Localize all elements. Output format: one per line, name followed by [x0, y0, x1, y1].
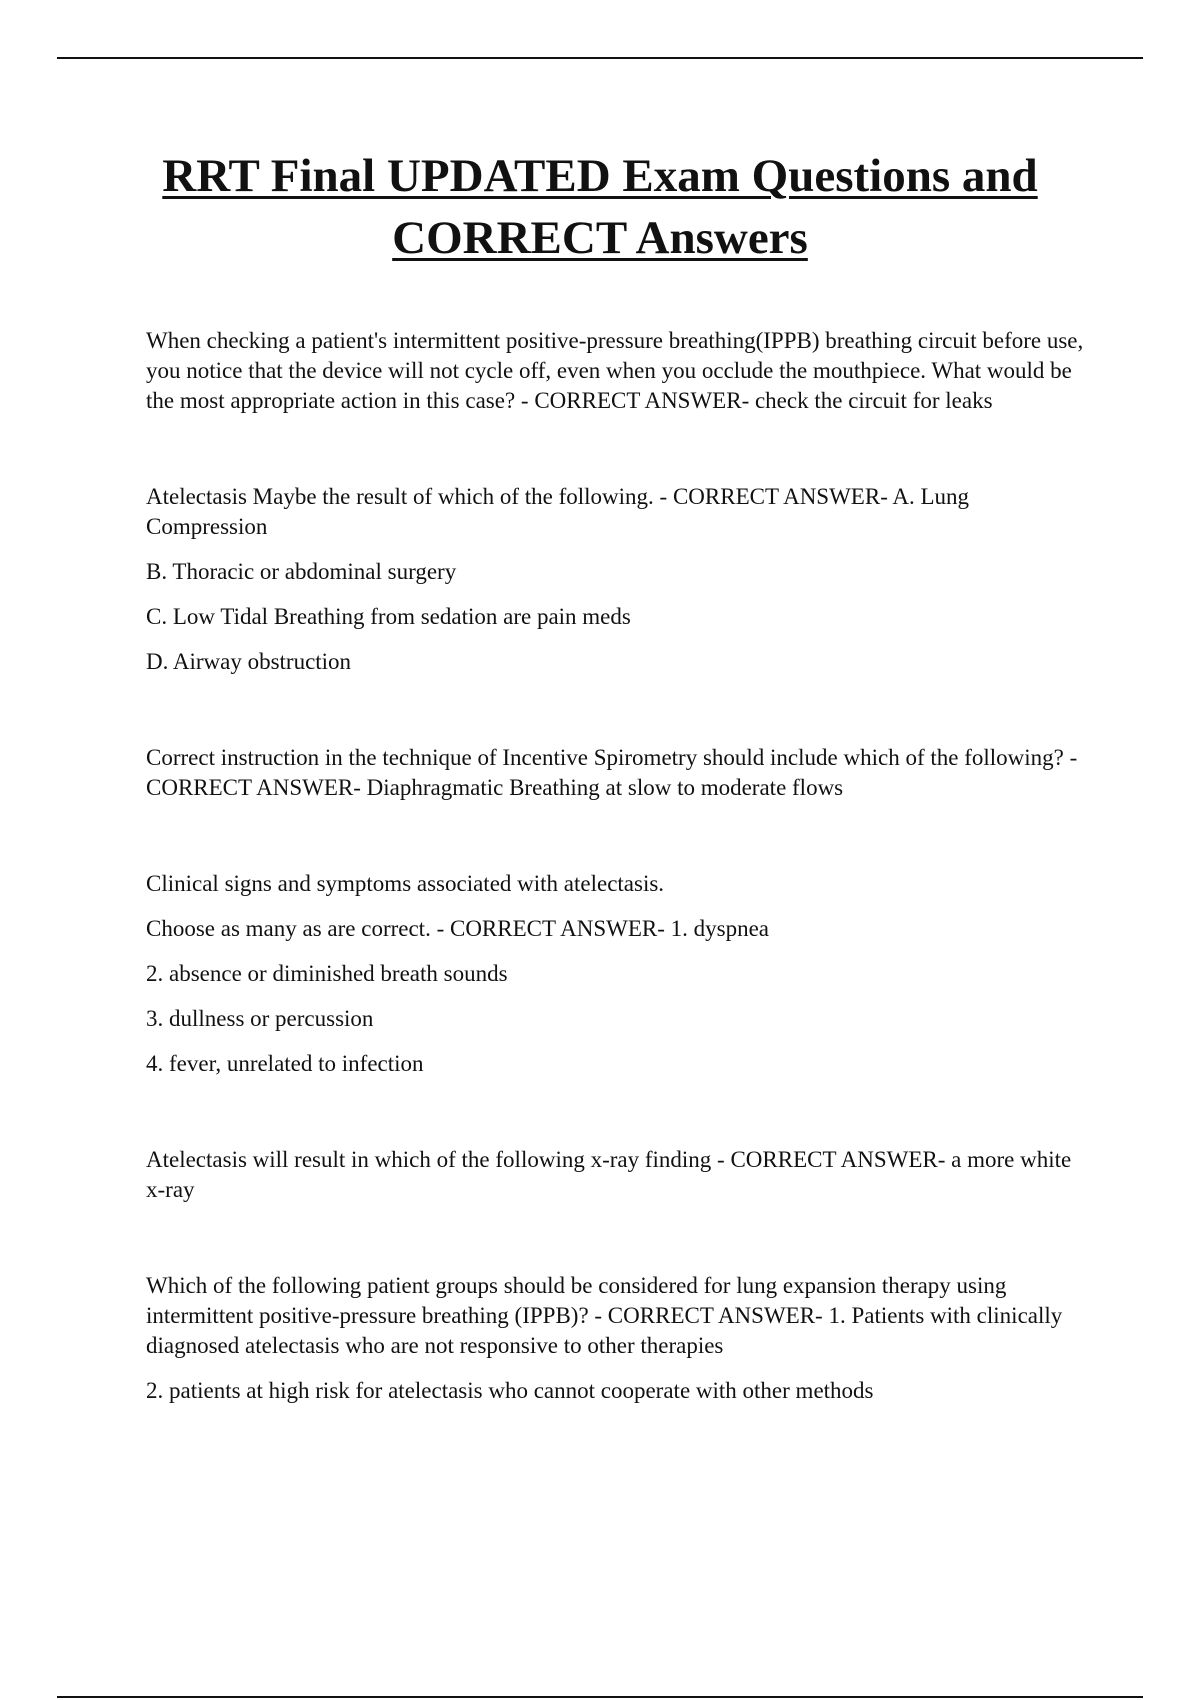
- title-line-2: CORRECT Answers: [392, 212, 808, 264]
- qa-paragraph: When checking a patient's intermittent positive-pressure breathing(IPPB) breathing circuit before use, you notice that the device will not cycle off, even when you occlude the mouthpiece. What would be the most appropriate action in this case? - CORRECT ANSWER- check the circuit for leaks: [146, 328, 1084, 413]
- qa-paragraph: Choose as many as are correct. - CORRECT ANSWER- 1. dyspnea: [146, 916, 770, 941]
- qa-paragraph: Correct instruction in the technique of Incentive Spirometry should include which of the following? - CORRECT ANSWER- Diaphragmatic Breathing at slow to moderate flows: [146, 745, 1078, 800]
- top-rule: [57, 57, 1143, 59]
- qa-paragraph: Atelectasis Maybe the result of which of the following. - CORRECT ANSWER- A. Lung Compression: [146, 484, 969, 539]
- bottom-rule: [57, 1696, 1143, 1698]
- qa-item-4: [146, 869, 1096, 1079]
- qa-paragraph: 2. absence or diminished breath sounds: [146, 961, 508, 986]
- qa-item-6: [146, 1271, 1096, 1406]
- qa-paragraph: 2. patients at high risk for atelectasis who cannot cooperate with other methods: [146, 1378, 874, 1403]
- qa-paragraph: Which of the following patient groups should be considered for lung expansion therapy using intermittent positive-pressure breathing (IPPB)? - CORRECT ANSWER- 1. Patients with clinically diagnosed atelectasis who are not responsive to other therapies: [146, 1273, 1063, 1358]
- document-title: [100, 145, 1100, 269]
- qa-paragraph: D. Airway obstruction: [146, 649, 352, 674]
- qa-item-1: [146, 326, 1096, 416]
- qa-paragraph: 3. dullness or percussion: [146, 1006, 374, 1031]
- qa-item-5: [146, 1145, 1096, 1205]
- qa-paragraph: Atelectasis will result in which of the following x-ray finding - CORRECT ANSWER- a more white x-ray: [146, 1147, 1072, 1202]
- qa-item-2: [146, 482, 1096, 677]
- qa-paragraph: B. Thoracic or abdominal surgery: [146, 559, 457, 584]
- qa-paragraph: C. Low Tidal Breathing from sedation are pain meds: [146, 604, 631, 629]
- title-line-1: RRT Final UPDATED Exam Questions and: [162, 150, 1038, 202]
- qa-paragraph: Clinical signs and symptoms associated with atelectasis.: [146, 871, 665, 896]
- qa-list: [146, 326, 1096, 1472]
- qa-item-3: [146, 743, 1096, 803]
- qa-paragraph: 4. fever, unrelated to infection: [146, 1051, 424, 1076]
